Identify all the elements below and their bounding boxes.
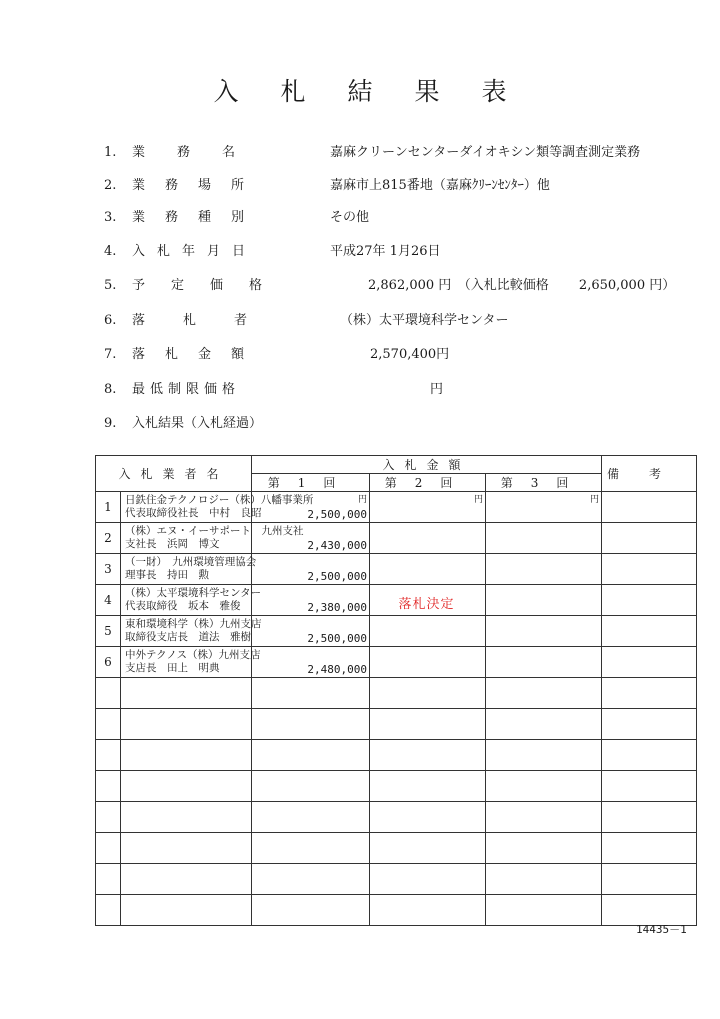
round-3-cell <box>486 492 602 523</box>
round-3-cell <box>486 647 602 678</box>
item-number: 7. <box>104 347 117 362</box>
round-2-cell <box>370 647 486 678</box>
item-value: その他 <box>330 210 370 225</box>
bidder-cell <box>121 616 262 647</box>
empty-cell <box>252 740 370 771</box>
item-label: 入札結果（入札経過） <box>132 416 263 431</box>
empty-cell <box>121 740 252 771</box>
bid-amount: 2,380,000 <box>307 601 368 614</box>
table-row <box>96 554 697 585</box>
empty-cell <box>96 895 121 926</box>
item-label: 業務名 <box>132 145 268 160</box>
bid-amount: 2,430,000 <box>307 539 368 552</box>
round-3-cell <box>486 616 602 647</box>
bid-amount: 2,500,000 <box>307 508 368 521</box>
empty-row <box>96 864 697 895</box>
bidder-company: 東和環境科学（株）九州支店 <box>125 618 262 630</box>
round-1-cell <box>252 616 370 647</box>
empty-cell <box>121 864 252 895</box>
row-number: 4 <box>96 585 121 616</box>
bid-amount: 2,480,000 <box>307 663 368 676</box>
row-number: 5 <box>96 616 121 647</box>
header-round-2: 第2回 <box>370 474 486 492</box>
empty-cell <box>602 678 697 709</box>
empty-cell <box>486 864 602 895</box>
empty-row <box>96 895 697 926</box>
round-2-cell <box>370 492 486 523</box>
round-2-cell <box>370 523 486 554</box>
empty-cell <box>121 833 252 864</box>
item-label: 予定価格 <box>132 278 289 293</box>
empty-cell <box>121 802 252 833</box>
row-number: 6 <box>96 647 121 678</box>
item-number: 2. <box>104 178 117 193</box>
item-label: 入札年月日 <box>132 244 258 259</box>
empty-cell <box>602 833 697 864</box>
empty-cell <box>96 678 121 709</box>
empty-cell <box>252 678 370 709</box>
yen-unit: 円 <box>590 495 600 505</box>
empty-cell <box>121 771 252 802</box>
round-3-cell <box>486 523 602 554</box>
empty-cell <box>486 895 602 926</box>
item-number: 1. <box>104 145 117 160</box>
item-value: 嘉麻クリーンセンターダイオキシン類等調査測定業務 <box>330 145 641 160</box>
empty-cell <box>96 771 121 802</box>
bidder-representative: 支社長 浜岡 博文 <box>125 538 220 550</box>
empty-cell <box>370 802 486 833</box>
row-number: 2 <box>96 523 121 554</box>
header-remarks: 備考 <box>602 456 697 492</box>
empty-cell <box>96 833 121 864</box>
empty-cell <box>486 709 602 740</box>
empty-cell <box>602 802 697 833</box>
empty-row <box>96 833 697 864</box>
empty-cell <box>252 802 370 833</box>
empty-cell <box>486 740 602 771</box>
remarks-cell <box>602 554 697 585</box>
table-row <box>96 616 697 647</box>
item-value: 円 <box>430 382 444 397</box>
empty-cell <box>121 709 252 740</box>
empty-cell <box>252 709 370 740</box>
round-2-cell <box>370 554 486 585</box>
item-value: 2,570,400円 <box>370 347 450 362</box>
document-code: 14435－1 <box>636 923 687 936</box>
item-number: 4. <box>104 244 117 259</box>
bidder-cell <box>121 492 314 523</box>
item-number: 5. <box>104 278 117 293</box>
round-2-cell <box>370 616 486 647</box>
empty-cell <box>252 895 370 926</box>
item-label: 業務場所 <box>132 178 265 193</box>
bidder-representative: 理事長 持田 勲 <box>125 569 209 581</box>
item-number: 8. <box>104 382 117 397</box>
yen-unit: 円 <box>358 495 368 505</box>
yen-unit: 円 <box>474 495 484 505</box>
bidder-cell <box>121 647 261 678</box>
empty-cell <box>602 709 697 740</box>
bidder-representative: 代表取締役 坂本 雅俊 <box>125 600 241 612</box>
row-number: 3 <box>96 554 121 585</box>
empty-cell <box>252 771 370 802</box>
empty-cell <box>370 895 486 926</box>
empty-cell <box>370 864 486 895</box>
bidder-representative: 取締役支店長 道法 雅樹 <box>125 631 251 643</box>
empty-cell <box>121 895 252 926</box>
item-value: 平成27年 1月26日 <box>330 244 441 259</box>
empty-cell <box>370 678 486 709</box>
table-row <box>96 523 697 554</box>
item-value: 嘉麻市上815番地（嘉麻ｸﾘｰﾝｾﾝﾀｰ）他 <box>330 178 550 193</box>
remarks-cell <box>602 492 697 523</box>
document-title: 入札結果表 <box>213 77 549 106</box>
item-value: 2,862,000 円 （入札比較価格 2,650,000 円） <box>368 278 676 293</box>
round-1-cell <box>252 585 370 616</box>
item-number: 6. <box>104 313 117 328</box>
item-value: （株）太平環境科学センター <box>340 313 509 328</box>
empty-cell <box>602 771 697 802</box>
empty-cell <box>96 740 121 771</box>
round-2-cell <box>370 585 486 616</box>
round-3-cell <box>486 554 602 585</box>
bidder-cell <box>121 554 257 585</box>
remarks-cell <box>602 585 697 616</box>
item-number: 3. <box>104 210 117 225</box>
empty-cell <box>252 833 370 864</box>
header-bid-amount: 入札金額 <box>252 456 602 474</box>
item-label: 落札者 <box>132 313 286 328</box>
empty-cell <box>370 771 486 802</box>
empty-row <box>96 678 697 709</box>
empty-cell <box>486 771 602 802</box>
round-1-cell <box>252 492 370 523</box>
table-row <box>96 647 697 678</box>
empty-cell <box>486 678 602 709</box>
round-1-cell <box>252 554 370 585</box>
empty-cell <box>486 833 602 864</box>
round-1-cell <box>252 523 370 554</box>
table-row <box>96 585 697 616</box>
empty-row <box>96 709 697 740</box>
empty-cell <box>96 802 121 833</box>
bid-amount: 2,500,000 <box>307 570 368 583</box>
remarks-cell <box>602 647 697 678</box>
empty-cell <box>96 864 121 895</box>
empty-cell <box>370 709 486 740</box>
bidder-representative: 代表取締役社長 中村 良昭 <box>125 507 262 519</box>
bidder-company: 中外テクノス（株）九州支店 <box>125 649 261 661</box>
remarks-cell <box>602 616 697 647</box>
bid-results-table <box>95 455 697 926</box>
item-label: 落札金額 <box>132 347 265 362</box>
item-number: 9. <box>104 416 117 431</box>
header-round-3: 第3回 <box>486 474 602 492</box>
empty-cell <box>370 740 486 771</box>
empty-row <box>96 740 697 771</box>
item-label: 最低制限価格 <box>132 382 241 397</box>
empty-cell <box>252 864 370 895</box>
bidder-cell <box>121 523 304 554</box>
empty-cell <box>602 740 697 771</box>
header-bidder-name: 入札業者名 <box>96 456 252 492</box>
table-row <box>96 492 697 523</box>
empty-cell <box>486 802 602 833</box>
empty-cell <box>370 833 486 864</box>
empty-cell <box>121 678 252 709</box>
round-1-cell <box>252 647 370 678</box>
remarks-cell <box>602 523 697 554</box>
award-mark: 落札決定 <box>398 597 455 612</box>
empty-row <box>96 802 697 833</box>
bid-amount: 2,500,000 <box>307 632 368 645</box>
bidder-company: （株）エヌ・イーサポート 九州支社 <box>125 525 304 537</box>
bidder-representative: 支店長 田上 明典 <box>125 662 220 674</box>
empty-cell <box>96 709 121 740</box>
item-label: 業務種別 <box>132 210 265 225</box>
header-round-1: 第1回 <box>252 474 370 492</box>
empty-row <box>96 771 697 802</box>
round-3-cell <box>486 585 602 616</box>
bidder-company: 日鉄住金テクノロジー（株）八幡事業所 <box>125 494 314 506</box>
bidder-company: （株）太平環境科学センター <box>125 587 262 599</box>
bidder-company: （一財） 九州環境管理協会 <box>125 556 257 568</box>
bidder-cell <box>121 585 262 616</box>
row-number: 1 <box>96 492 121 523</box>
empty-cell <box>602 864 697 895</box>
